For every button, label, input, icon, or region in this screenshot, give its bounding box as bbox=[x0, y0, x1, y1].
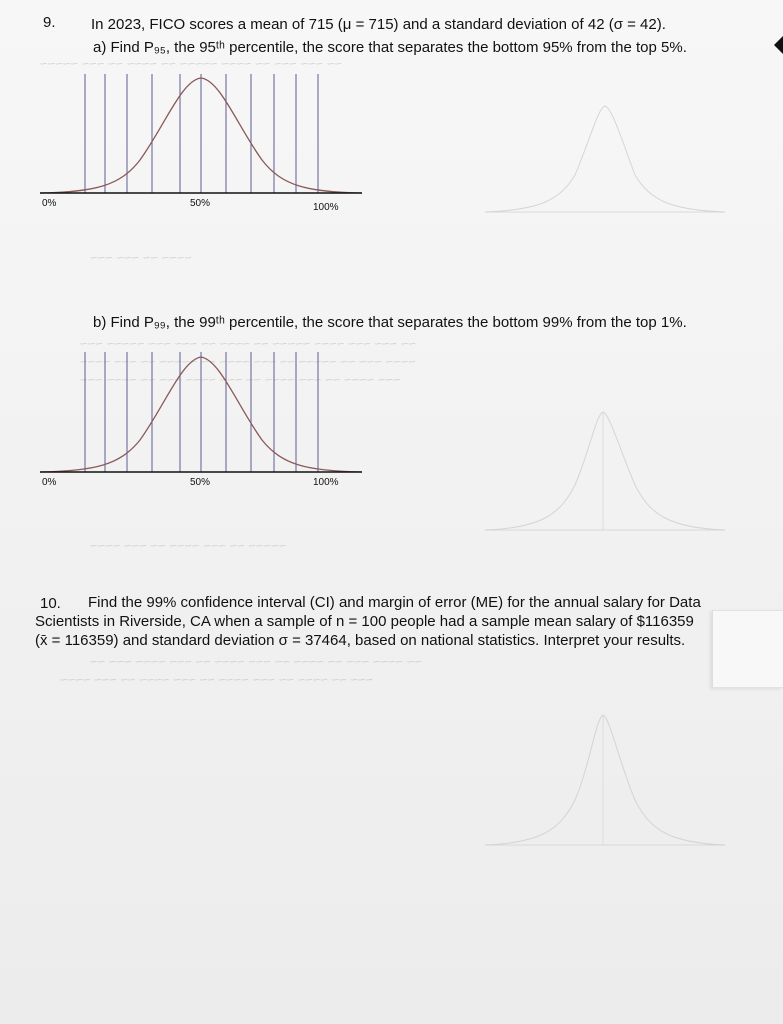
question-10-line-1: Find the 99% confidence interval (CI) and margin of error (ME) for the annual salary for Data bbox=[88, 594, 701, 611]
bleed-through-curve bbox=[485, 715, 725, 845]
axis-label-50-a: 50% bbox=[190, 198, 211, 209]
bleed-through-text: ~~~~~ ~~ ~~~ ~~~~ ~~ ~~~ ~~~~ bbox=[90, 538, 287, 553]
question-10-number: 10. bbox=[40, 595, 61, 612]
axis-label-100-b: 100% bbox=[313, 477, 339, 488]
bleed-through-text: ~~ ~~~~ ~~~ ~~ ~~~~ ~~ ~~~ ~~~~ ~~ ~~~ ~~~~ ~~~ ~~ bbox=[90, 654, 422, 669]
axis-label-100-a: 100% bbox=[313, 202, 339, 213]
question-9-intro: In 2023, FICO scores a mean of 715 (μ = 715) and a standard deviation of 42 (σ = 42). bbox=[91, 16, 666, 33]
percentile-vertical-lines-b bbox=[85, 352, 318, 472]
question-9b-prompt: b) Find P₉₉, the 99ᵗʰ percentile, the score that separates the bottom 99% from the top 1%. bbox=[93, 314, 687, 331]
bleed-through-text: ~~~~ ~~ ~~~ ~~~ bbox=[90, 250, 192, 265]
bleed-through-text: ~~ ~~~ ~~~ ~~ ~~~~ ~~~~~ ~~ ~~~~ ~~ ~~~ ~~~~~ bbox=[40, 56, 342, 71]
question-9-number: 9. bbox=[43, 14, 56, 31]
bleed-through-text: ~~~ ~~~~ ~~ ~~~ ~~~~ ~~ ~~~ ~~~~ ~~~ ~~ ~~~~ ~~~ bbox=[80, 372, 401, 387]
question-10-line-3: (x̄ = 116359) and standard deviation σ = 37464, based on national statistics. Interpret your results. bbox=[35, 632, 686, 649]
question-9a-prompt: a) Find P₉₅, the 95ᵗʰ percentile, the score that separates the bottom 95% from the top 5%. bbox=[93, 39, 687, 56]
axis-label-0-a: 0% bbox=[42, 198, 57, 209]
question-10-line-2: Scientists in Riverside, CA when a sample of n = 100 people had a sample mean salary of $116359 bbox=[35, 613, 694, 630]
axis-label-0-b: 0% bbox=[42, 477, 57, 488]
bleed-through-text: ~~~~ ~~~ ~~ ~~~~~ ~~ ~~~ ~~~~ ~~ ~~~~~ ~~ ~~~ ~~~~ bbox=[80, 354, 416, 369]
bleed-through-text: ~~ ~~~ ~~~ ~~~~ ~~~~~ ~~ ~~~~ ~~ ~~~ ~~~ ~~~~~ ~~~ bbox=[80, 336, 416, 351]
bleed-through-text: ~~~ ~~ ~~~~ ~~ ~~~ ~~~~ ~~ ~~~ ~~~~ ~~ ~~~ ~~~~ bbox=[60, 672, 374, 687]
axis-label-50-b: 50% bbox=[190, 477, 211, 488]
bleed-through-curve bbox=[485, 412, 725, 530]
